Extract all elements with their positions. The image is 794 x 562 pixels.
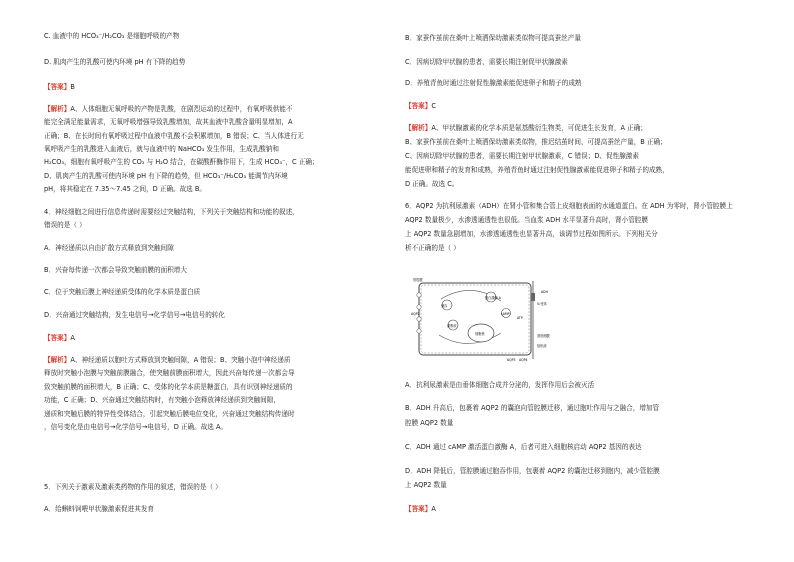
line-text: D. 肌肉产生的乳酸可使内环境 pH 有下降的趋势 bbox=[44, 58, 186, 66]
text-line bbox=[44, 156, 319, 169]
label-tag: 【解析】 bbox=[44, 105, 71, 113]
line-text: B．兴奋每传递一次都会导致突触前膜的面积增大 bbox=[44, 266, 187, 274]
line-text: C．ADH 通过 cAMP 激活蛋白激酶 A，后者可进入细胞核启动 AQP2 基因的表达 bbox=[405, 443, 642, 451]
label-tag: 【答案】 bbox=[44, 83, 71, 91]
label-tag: 【答案】 bbox=[44, 334, 71, 342]
text-line bbox=[44, 143, 279, 156]
fig-label-atp: ATP bbox=[517, 316, 523, 320]
text-line bbox=[44, 421, 227, 434]
text-line bbox=[405, 164, 669, 177]
fig-label-pka: 蛋白激酶 A bbox=[485, 296, 501, 300]
text-line bbox=[405, 465, 660, 478]
line-text: pH，将其稳定在 7.35～7.45 之间，D 正确。故选 B。 bbox=[44, 185, 206, 193]
line-text: 上 AQP2 数量 bbox=[405, 481, 447, 489]
line-text: 4．神经细胞之间进行信息传递时需要经过突触结构，下列关于突触结构和功能的叙述， bbox=[44, 208, 299, 216]
line-text: D 正确。故选 C。 bbox=[405, 180, 459, 188]
text-line bbox=[405, 441, 642, 454]
answer-or-analysis-line bbox=[44, 332, 75, 345]
line-text: A、甲状腺激素的化学本质是氨基酸衍生物类，可促进生长发育，A 正确； bbox=[431, 124, 647, 132]
line-text: C、因病切除甲状腺的患者，需要长期注射甲状腺激素，C 错误；D、促性腺激素 bbox=[405, 152, 639, 160]
text-line bbox=[44, 481, 222, 494]
line-text: 能促进卵和精子的发育和成熟，养殖青鱼时通过注射促性腺激素能促进卵子和精子的成熟， bbox=[405, 166, 669, 174]
text-line bbox=[405, 417, 453, 430]
figure-svg bbox=[411, 275, 563, 367]
answer-or-analysis-line bbox=[405, 100, 436, 113]
text-line bbox=[405, 200, 733, 213]
line-text: 能完全满足能量需求，无氧呼吸增强导致乳酸增加，故其血液中乳酸含量明显增加，A bbox=[44, 118, 293, 126]
text-line bbox=[44, 503, 154, 516]
text-line bbox=[405, 150, 639, 163]
text-line bbox=[405, 242, 460, 255]
line-text: C．因病切除甲状腺的患者，需要长期注射促甲状腺激素 bbox=[405, 58, 568, 66]
label-tag: 【解析】 bbox=[405, 124, 432, 132]
text-line bbox=[405, 178, 458, 191]
line-text: 递质和突触后膜的特异性受体结合，引起突触后膜电位变化，兴奋通过突触结构传递时 bbox=[44, 410, 295, 418]
aqp2-regulation-figure bbox=[411, 275, 563, 367]
line-text: 腔膜 AQP2 数量 bbox=[405, 419, 454, 427]
answer-or-analysis-line bbox=[405, 503, 436, 516]
text-line bbox=[405, 136, 667, 149]
line-text: 错误的是（ ） bbox=[44, 221, 86, 229]
answer-or-analysis-line bbox=[405, 122, 647, 135]
text-line bbox=[405, 379, 594, 392]
line-text: 氧呼吸产生的乳酸进入血液后，就与血液中的 NaHCO₃ 发生作用，生成乳酸钠和 bbox=[44, 145, 279, 153]
line-text: 6．AQP2 为抗利尿激素（ADH）在肾小管和集合管上皮细胞表面的水通道蛋白。在 ADH 为零时，肾小管腔膜上 bbox=[405, 202, 733, 210]
answer-or-analysis-line bbox=[44, 354, 290, 367]
label-tag: 【解析】 bbox=[44, 356, 71, 364]
line-text: D．ADH 降低后，管腔膜通过胞吞作用，包裹着 AQP2 的囊泡迁移到胞内，减少管腔膜 bbox=[405, 467, 660, 475]
text-line bbox=[44, 56, 185, 69]
line-text: H₂CO₃，细胞有氧呼吸产生的 CO₂ 与 H₂O 结合，在碳酸酐酶作用下，生成 HCO₃⁻，C 正确； bbox=[44, 158, 319, 166]
line-text: ，信号变化是由电信号→化学信号→电信号，D 正确。故选 A。 bbox=[44, 423, 228, 431]
text-line bbox=[44, 381, 293, 394]
fig-label-aqp2: AQP2 bbox=[411, 312, 420, 316]
text-line bbox=[44, 206, 299, 219]
line-text: D．兴奋通过突触结构，发生电信号→化学信号→电信号的转化 bbox=[44, 311, 225, 319]
fig-label-v2: V₂受体 bbox=[537, 302, 547, 306]
text-line bbox=[44, 242, 174, 255]
text-line bbox=[44, 130, 304, 143]
text-line bbox=[44, 30, 179, 43]
text-line bbox=[405, 56, 568, 69]
fig-label-fluid: 组织液 bbox=[537, 344, 547, 348]
text-line bbox=[44, 408, 295, 421]
text-line bbox=[44, 183, 206, 196]
line-text: A bbox=[70, 334, 75, 342]
line-text: D、肌肉产生的乳酸可使内环境 pH 有下降的趋势，但 HCO₃⁻/H₂CO₃ 能调节内环境 bbox=[44, 172, 288, 180]
text-line bbox=[44, 116, 292, 129]
text-line bbox=[44, 264, 187, 277]
fig-label-camp: cAMP bbox=[501, 312, 510, 316]
line-text: 上 AQP2 数量急剧增加，水渗透通透性也显著升高，该调节过程如图所示。下列相关分 bbox=[405, 230, 658, 238]
answer-or-analysis-line bbox=[44, 81, 75, 94]
text-line bbox=[405, 228, 658, 241]
line-text: A、神经递质以胞吐方式释放到突触间隙，A 错误；B、突触小泡中神经递质 bbox=[70, 356, 291, 364]
line-text: A bbox=[431, 505, 436, 513]
line-text: B、家蚕作茧前在桑叶上喷洒保幼激素类似物，推迟结茧时间，可提高蚕丝产量，B 正确； bbox=[405, 138, 667, 146]
line-text: 正确；B、在长时间有氧呼吸过程中血液中乳酸不会积累增加，B 错误；C、当人体进行无 bbox=[44, 132, 304, 140]
fig-label-lumen: 管腔膜 bbox=[413, 278, 423, 282]
line-text: 析不正确的是（ ） bbox=[405, 244, 460, 252]
fig-label-aqp4: AQP4 bbox=[519, 358, 528, 362]
label-tag: 【答案】 bbox=[405, 505, 432, 513]
fig-label-reabsorb: 重吸收 bbox=[447, 324, 457, 328]
line-text: AQP2 数量极少，水渗透通透性也很低。当血浆 ADH 水平显著升高时，肾小管腔膜 bbox=[405, 216, 648, 224]
line-text: 5．下列关于激素及激素类药物的作用的叙述，错误的是（ ） bbox=[44, 483, 222, 491]
line-text: C. 血液中的 HCO₃⁻/H₂CO₃ 是细胞呼吸的产物 bbox=[44, 32, 180, 40]
text-line bbox=[405, 77, 582, 90]
text-line bbox=[44, 286, 200, 299]
line-text: 功能，C 正确；D、兴奋通过突触结构时，有突触小泡释放神经递质到突触间隙， bbox=[44, 396, 280, 404]
text-line bbox=[405, 402, 659, 415]
text-line bbox=[44, 309, 225, 322]
text-line bbox=[405, 214, 648, 227]
text-line bbox=[44, 219, 86, 232]
line-text: A、人体细胞无氧呼吸的产物是乳酸，在剧烈运动的过程中，有氧呼吸供能不 bbox=[70, 105, 293, 113]
fig-label-adh: ADH bbox=[541, 290, 549, 294]
answer-or-analysis-line bbox=[44, 103, 292, 116]
line-text: A．抗利尿激素是由垂体细胞合成并分泌的，发挥作用后会被灭活 bbox=[405, 381, 595, 389]
line-text: A．神经递质以自由扩散方式释放到突触间隙 bbox=[44, 244, 174, 252]
line-text: D．养殖青鱼时通过注射促性腺激素能促进卵子和精子的成熟 bbox=[405, 79, 582, 87]
fig-label-nucleus: 细胞核 bbox=[475, 332, 485, 336]
line-text: C bbox=[431, 102, 436, 110]
line-text: 释放时突触小泡膜与突触前膜融合，使突触前膜面积增大，因此兴奋每传递一次都会导 bbox=[44, 369, 295, 377]
text-line bbox=[405, 479, 447, 492]
line-text: C．位于突触后膜上神经递质受体的化学本质是蛋白质 bbox=[44, 288, 201, 296]
fig-label-store: 储存 bbox=[441, 304, 448, 308]
label-tag: 【答案】 bbox=[405, 102, 432, 110]
line-text: A．给蝌蚪饲喂甲状腺激素促进其发育 bbox=[44, 505, 155, 513]
line-text: B bbox=[70, 83, 75, 91]
fig-label-basolateral: 基底侧膜 bbox=[537, 334, 550, 338]
text-line bbox=[405, 32, 581, 45]
text-line bbox=[44, 170, 288, 183]
text-line bbox=[44, 394, 280, 407]
line-text: B．家蚕作茧前在桑叶上喷洒保幼激素类似物可提高蚕丝产量 bbox=[405, 34, 581, 42]
line-text: B．ADH 升高后，包裹着 AQP2 的囊泡向管腔膜迁移，通过胞吐作用与之融合，增加管 bbox=[405, 404, 660, 412]
fig-label-aqp3: AQP3 bbox=[507, 358, 516, 362]
line-text: 致突触前膜的面积增大，B 正确；C、受体的化学本质是糖蛋白，具有识别神经递质的 bbox=[44, 383, 293, 391]
text-line bbox=[44, 367, 295, 380]
